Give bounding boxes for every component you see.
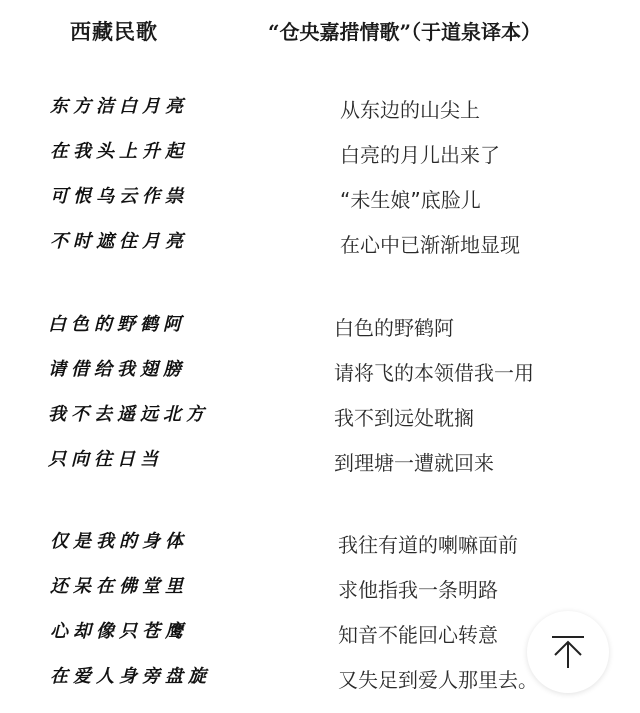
translated-line: 我往有道的喇嘛面前	[338, 533, 518, 557]
translated-line: “未生娘”底脸儿	[340, 188, 481, 212]
translated-line: 白亮的月儿出来了	[340, 143, 500, 167]
verse-line	[0, 310, 640, 355]
translated-line: 知音不能回心转意	[338, 623, 498, 647]
translated-line: 在心中已渐渐地显现	[340, 233, 520, 257]
original-line: 可恨乌云作祟	[50, 186, 188, 207]
arrow-up-to-top-icon	[548, 632, 588, 672]
verse-line	[0, 137, 640, 182]
verse-line	[0, 400, 640, 445]
original-line: 我不去遥远北方	[48, 404, 209, 425]
verse-line	[0, 227, 640, 272]
translated-line: 我不到远处耽搁	[334, 406, 474, 430]
verse-line	[0, 92, 640, 137]
original-line: 东方洁白月亮	[50, 96, 188, 117]
original-line: 在我头上升起	[50, 141, 188, 162]
stanza-1	[0, 92, 640, 272]
verse-line	[0, 182, 640, 227]
translated-line: 到理塘一遭就回来	[334, 451, 494, 475]
original-line: 不时遮住月亮	[50, 231, 188, 252]
translated-line: 求他指我一条明路	[338, 578, 498, 602]
poem-header	[0, 16, 640, 50]
translated-line: 请将飞的本领借我一用	[334, 361, 534, 385]
original-line: 心却像只苍鹰	[50, 621, 188, 642]
stanza-2	[0, 310, 640, 490]
original-line: 请借给我翅膀	[48, 359, 186, 380]
scroll-to-top-button[interactable]	[527, 611, 609, 693]
verse-line	[0, 572, 640, 617]
verse-line	[0, 527, 640, 572]
verse-line	[0, 445, 640, 490]
translated-line: 白色的野鹤阿	[334, 316, 454, 340]
translated-line: 从东边的山尖上	[340, 98, 480, 122]
original-line: 只向往日当	[48, 449, 163, 470]
original-line: 仅是我的身体	[50, 531, 188, 552]
verse-line	[0, 355, 640, 400]
original-line: 还呆在佛堂里	[50, 576, 188, 597]
original-line: 白色的野鹤阿	[48, 314, 186, 335]
original-line: 在爱人身旁盘旋	[50, 666, 211, 687]
translated-line: 又失足到爱人那里去。	[338, 668, 538, 692]
column-title-tibetan-folk-song: 西藏民歌	[70, 19, 158, 44]
column-title-translation: “仓央嘉措情歌”（于道泉译本）	[268, 20, 542, 44]
